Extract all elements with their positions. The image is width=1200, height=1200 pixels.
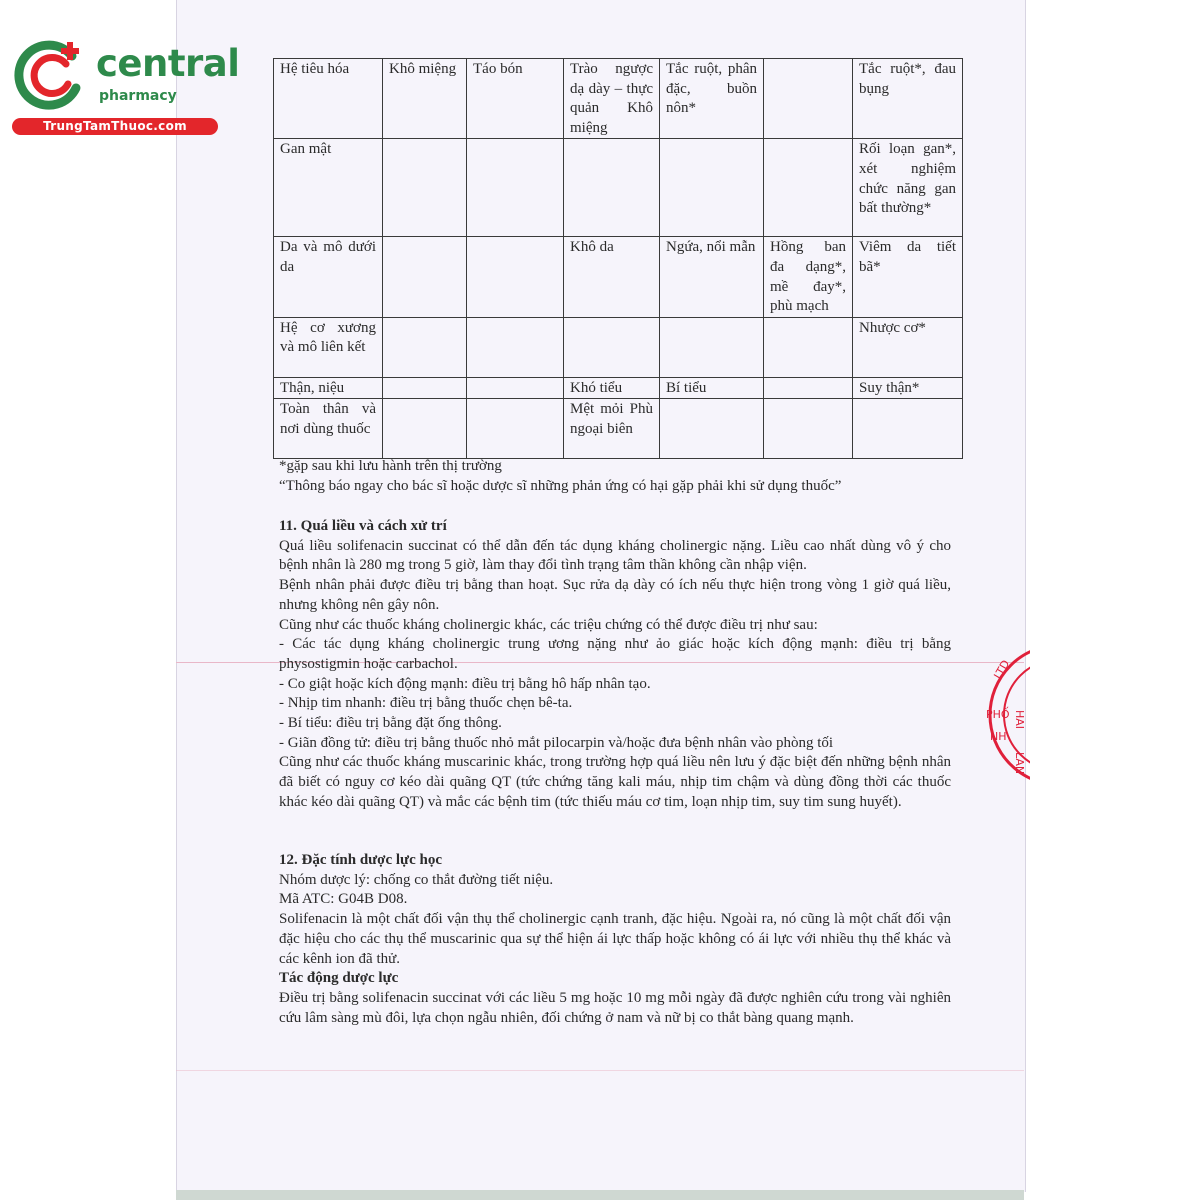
table-cell — [383, 317, 467, 377]
table-cell: Hồng ban đa dạng*, mề đay*, phù mạch — [764, 237, 853, 317]
table-cell — [467, 237, 564, 317]
table-row — [274, 139, 963, 237]
table-cell — [467, 399, 564, 459]
paragraph: Nhóm dược lý: chống co thắt đường tiết niệu. — [279, 871, 554, 888]
subheading: Tác động dược lực — [279, 970, 399, 987]
table-cell — [660, 317, 764, 377]
table-cell — [383, 377, 467, 399]
logo-website-badge: TrungTamThuoc.com — [12, 118, 218, 135]
adverse-reactions-table — [273, 58, 963, 459]
central-pharmacy-logo[interactable] — [10, 36, 240, 136]
table-cell — [467, 139, 564, 237]
table-row — [274, 399, 963, 459]
table-cell: Hệ cơ xương và mô liên kết — [274, 317, 383, 377]
table-cell: Thận, niệu — [274, 377, 383, 399]
section-heading: 11. Quá liều và cách xử trí — [279, 518, 447, 534]
bullet-item: - Nhịp tim nhanh: điều trị bằng thuốc chẹn bê-ta. — [279, 695, 573, 712]
table-cell: Hệ tiêu hóa — [274, 59, 383, 139]
table-cell: Rối loạn gan*, xét nghiệm chức năng gan bất thường* — [853, 139, 963, 237]
svg-text:NH: NH — [990, 730, 1007, 743]
svg-text:LTD: LTD — [991, 657, 1013, 682]
table-cell — [764, 317, 853, 377]
table-cell — [764, 399, 853, 459]
table-cell — [764, 377, 853, 399]
paragraph: Điều trị bằng solifenacin succinat với các liều 5 mg hoặc 10 mg mỗi ngày đã được nghiên cứu trong vài nghiên cứu lâm sàng mù đôi, lựa chọn ngẫu nhiên, đối chứng ở nam và nữ bị co thắt bàng quang mạnh. — [279, 989, 951, 1026]
table-cell: Viêm da tiết bã* — [853, 237, 963, 317]
table-cell: Ngứa, nổi mẫn — [660, 237, 764, 317]
svg-text:PHỐ: PHỐ — [986, 708, 1010, 721]
table-cell — [383, 237, 467, 317]
page-bottom-edge — [176, 1190, 1024, 1200]
table-cell: Táo bón — [467, 59, 564, 139]
table-cell — [383, 399, 467, 459]
table-cell: Trào ngược dạ dày – thực quản Khô miệng — [564, 59, 660, 139]
paragraph: Bệnh nhân phải được điều trị bằng than hoạt. Sục rửa dạ dày có ích nếu thực hiện trong vòng 1 giờ quá liều, nhưng không nên gây nôn. — [279, 577, 951, 613]
table-cell — [764, 139, 853, 237]
paragraph: Cũng như các thuốc kháng muscarinic khác, trong trường hợp quá liều nên lưu ý đặc biệt đến những bệnh nhân đã biết có nguy cơ kéo dài quãng QT (tức chứng tăng kali máu, nhịp tim chậm và dùng đồng thời các thuốc khác kéo dài quãng QT) và mắc các bệnh tim (tức thiếu máu cơ tim, loạn nhịp tim, suy tim sung huyết). — [279, 754, 951, 810]
table-cell: Tắc ruột, phân đặc, buồn nôn* — [660, 59, 764, 139]
bullet-item: - Giãn đồng tử: điều trị bằng thuốc nhỏ mắt pilocarpin và/hoặc đưa bệnh nhân vào phòng tối — [279, 734, 834, 751]
table-cell: Khô da — [564, 237, 660, 317]
table-cell: Khô miệng — [383, 59, 467, 139]
pharmacy-cross-logo-icon — [10, 36, 90, 116]
logo-subtitle: pharmacy — [99, 88, 177, 104]
svg-text:LAN: LAN — [1013, 752, 1026, 775]
company-seal-stamp — [980, 640, 1030, 790]
table-cell: Toàn thân và nơi dùng thuốc — [274, 399, 383, 459]
table-cell — [660, 139, 764, 237]
table-cell — [853, 399, 963, 459]
table-cell: Khó tiểu — [564, 377, 660, 399]
table-cell — [564, 317, 660, 377]
table-cell: Nhược cơ* — [853, 317, 963, 377]
table-cell — [467, 377, 564, 399]
table-cell — [764, 59, 853, 139]
scan-line — [176, 1070, 1024, 1071]
paragraph: Solifenacin là một chất đối vận thụ thể cholinergic cạnh tranh, đặc hiệu. Ngoài ra, nó cũng là một chất đối vận đặc hiệu cho các thụ thể muscarinic qua sự thể hiện ái lực thấp hoặc không có ái lực với nhiều thụ thể khác và các kênh ion đã thử. — [279, 911, 951, 967]
bullet-item: - Co giật hoặc kích động mạnh: điều trị bằng hô hấp nhân tạo. — [279, 675, 651, 692]
paragraph: Mã ATC: G04B D08. — [279, 891, 408, 908]
table-row — [274, 59, 963, 139]
table-cell — [660, 399, 764, 459]
bullet-item: - Các tác dụng kháng cholinergic trung ương nặng như ảo giác hoặc kích động mạnh: điều trị bằng physostigmin hoặc carbachol. — [279, 636, 951, 672]
table-row — [274, 317, 963, 377]
asterisk-note: *gặp sau khi lưu hành trên thị trường — [279, 458, 502, 474]
table-cell: Suy thận* — [853, 377, 963, 399]
table-cell — [383, 139, 467, 237]
table-cell: Tắc ruột*, đau bụng — [853, 59, 963, 139]
table-cell — [564, 139, 660, 237]
table-cell: Da và mô dưới da — [274, 237, 383, 317]
report-notice: “Thông báo ngay cho bác sĩ hoặc dược sĩ những phản ứng có hại gặp phải khi sử dụng thuốc” — [279, 478, 842, 494]
table-cell: Gan mật — [274, 139, 383, 237]
table-cell — [467, 317, 564, 377]
logo-name: central — [96, 42, 240, 85]
section-heading: 12. Đặc tính dược lực học — [279, 852, 442, 868]
bullet-item: - Bí tiểu: điều trị bằng đặt ống thông. — [279, 715, 502, 732]
table-cell: Bí tiểu — [660, 377, 764, 399]
paragraph: Cũng như các thuốc kháng cholinergic khác, các triệu chứng có thể được điều trị như sau: — [279, 616, 818, 633]
table-cell: Mệt mỏi Phù ngoại biên — [564, 399, 660, 459]
table-row — [274, 377, 963, 399]
table-row — [274, 237, 963, 317]
section-pharmacodynamics — [279, 851, 951, 1028]
paragraph: Quá liều solifenacin succinat có thể dẫn đến tác dụng kháng cholinergic nặng. Liều cao nhất dùng vô ý cho bệnh nhân là 280 mg trong 5 giờ, làm thay đổi tình trạng tâm thần không cần nhập viện. — [279, 537, 951, 574]
svg-text:HAI: HAI — [1013, 710, 1026, 730]
section-overdose — [279, 517, 951, 813]
